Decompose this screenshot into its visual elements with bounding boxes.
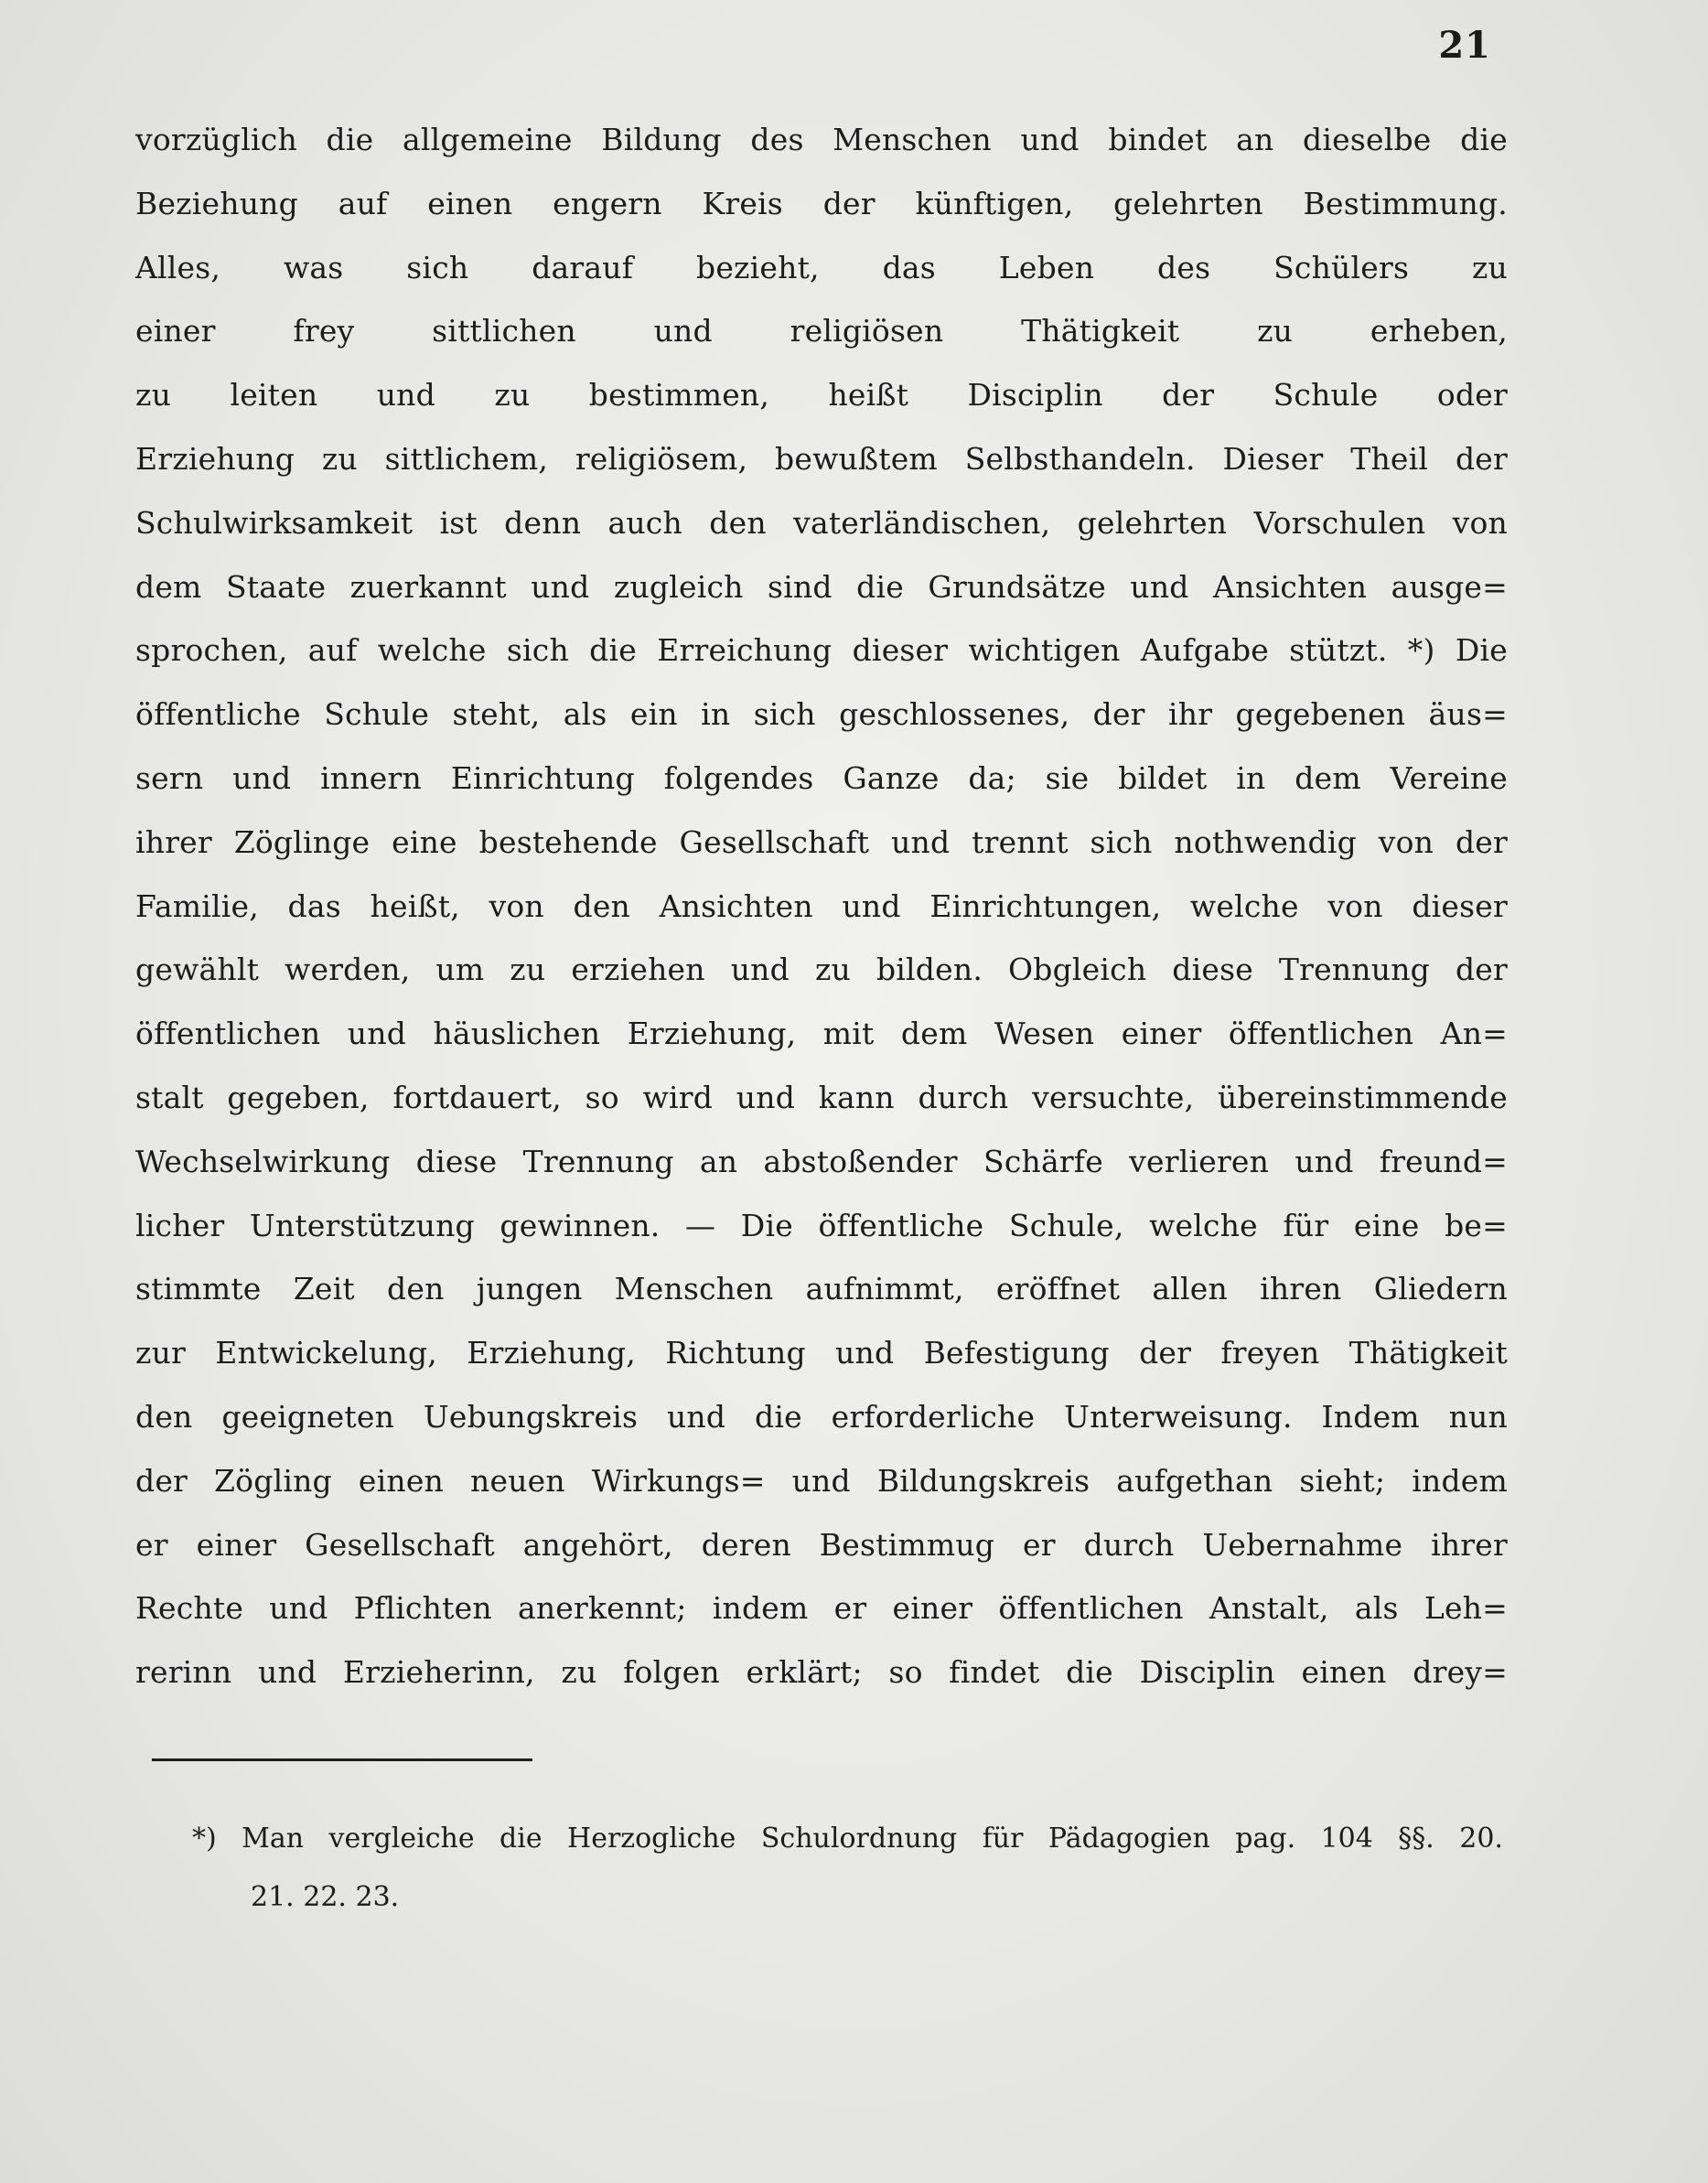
footnote-line: 21. 22. 23. xyxy=(251,1881,400,1913)
text-line: Schulwirksamkeit ist denn auch den vaterländischen, gelehrten Vorschulen von xyxy=(135,504,1508,541)
text-line: der Zögling einen neuen Wirkungs= und Bildungskreis aufgethan sieht; indem xyxy=(135,1462,1508,1499)
footnote-rule xyxy=(152,1758,532,1761)
text-line: Wechselwirkung diese Trennung an abstoßender Schärfe verlieren und freund= xyxy=(135,1143,1508,1179)
text-line: er einer Gesellschaft angehört, deren Bestimmug er durch Uebernahme ihrer xyxy=(135,1526,1508,1563)
text-line: Rechte und Pflichten anerkennt; indem er einer öffentlichen Anstalt, als Leh= xyxy=(135,1590,1508,1627)
text-line: stimmte Zeit den jungen Menschen aufnimmt, eröffnet allen ihren Gliedern xyxy=(135,1271,1508,1307)
body-text xyxy=(135,108,1508,1704)
text-line: ihrer Zöglinge eine bestehende Gesellschaft und trennt sich nothwendig von der xyxy=(135,823,1508,860)
text-line: öffentliche Schule steht, als ein in sich geschlossenes, der ihr gegebenen äus= xyxy=(135,696,1508,733)
text-line: gewählt werden, um zu erziehen und zu bilden. Obgleich diese Trennung der xyxy=(135,952,1508,988)
text-line: Beziehung auf einen engern Kreis der künftigen, gelehrten Bestimmung. xyxy=(135,185,1508,221)
text-line: licher Unterstützung gewinnen. — Die öffentliche Schule, welche für eine be= xyxy=(135,1207,1508,1243)
text-line: den geeigneten Uebungskreis und die erforderliche Unterweisung. Indem nun xyxy=(135,1398,1508,1435)
text-line: vorzüglich die allgemeine Bildung des Menschen und bindet an dieselbe die xyxy=(135,122,1508,157)
text-line: Alles, was sich darauf bezieht, das Leben des Schülers zu xyxy=(135,249,1508,285)
text-line: rerinn und Erzieherinn, zu folgen erklärt; so findet die Disciplin einen drey= xyxy=(135,1654,1508,1691)
footnote-line: *) Man vergleiche die Herzogliche Schulordnung für Pädagogien pag. 104 §§. 20. xyxy=(192,1823,1503,1855)
text-line: zur Entwickelung, Erziehung, Richtung und Befestigung der freyen Thätigkeit xyxy=(135,1335,1508,1371)
text-line: dem Staate zuerkannt und zugleich sind die Grundsätze und Ansichten ausge= xyxy=(135,568,1508,605)
footnote xyxy=(192,1810,1503,1927)
text-line: stalt gegeben, fortdauert, so wird und kann durch versuchte, übereinstimmende xyxy=(135,1079,1508,1115)
page-number: 21 xyxy=(1438,24,1491,67)
text-line: einer frey sittlichen und religiösen Thätigkeit zu erheben, xyxy=(135,313,1508,349)
text-line: Familie, das heißt, von den Ansichten und Einrichtungen, welche von dieser xyxy=(135,887,1508,924)
text-line: sprochen, auf welche sich die Erreichung dieser wichtigen Aufgabe stützt. *) Die xyxy=(135,632,1508,669)
text-line: öffentlichen und häuslichen Erziehung, mit dem Wesen einer öffentlichen An= xyxy=(135,1016,1508,1052)
text-line: Erziehung zu sittlichem, religiösem, bewußtem Selbsthandeln. Dieser Theil der xyxy=(135,440,1508,477)
text-line: zu leiten und zu bestimmen, heißt Disciplin der Schule oder xyxy=(135,377,1508,414)
text-line: sern und innern Einrichtung folgendes Ganze da; sie bildet in dem Vereine xyxy=(135,759,1508,796)
